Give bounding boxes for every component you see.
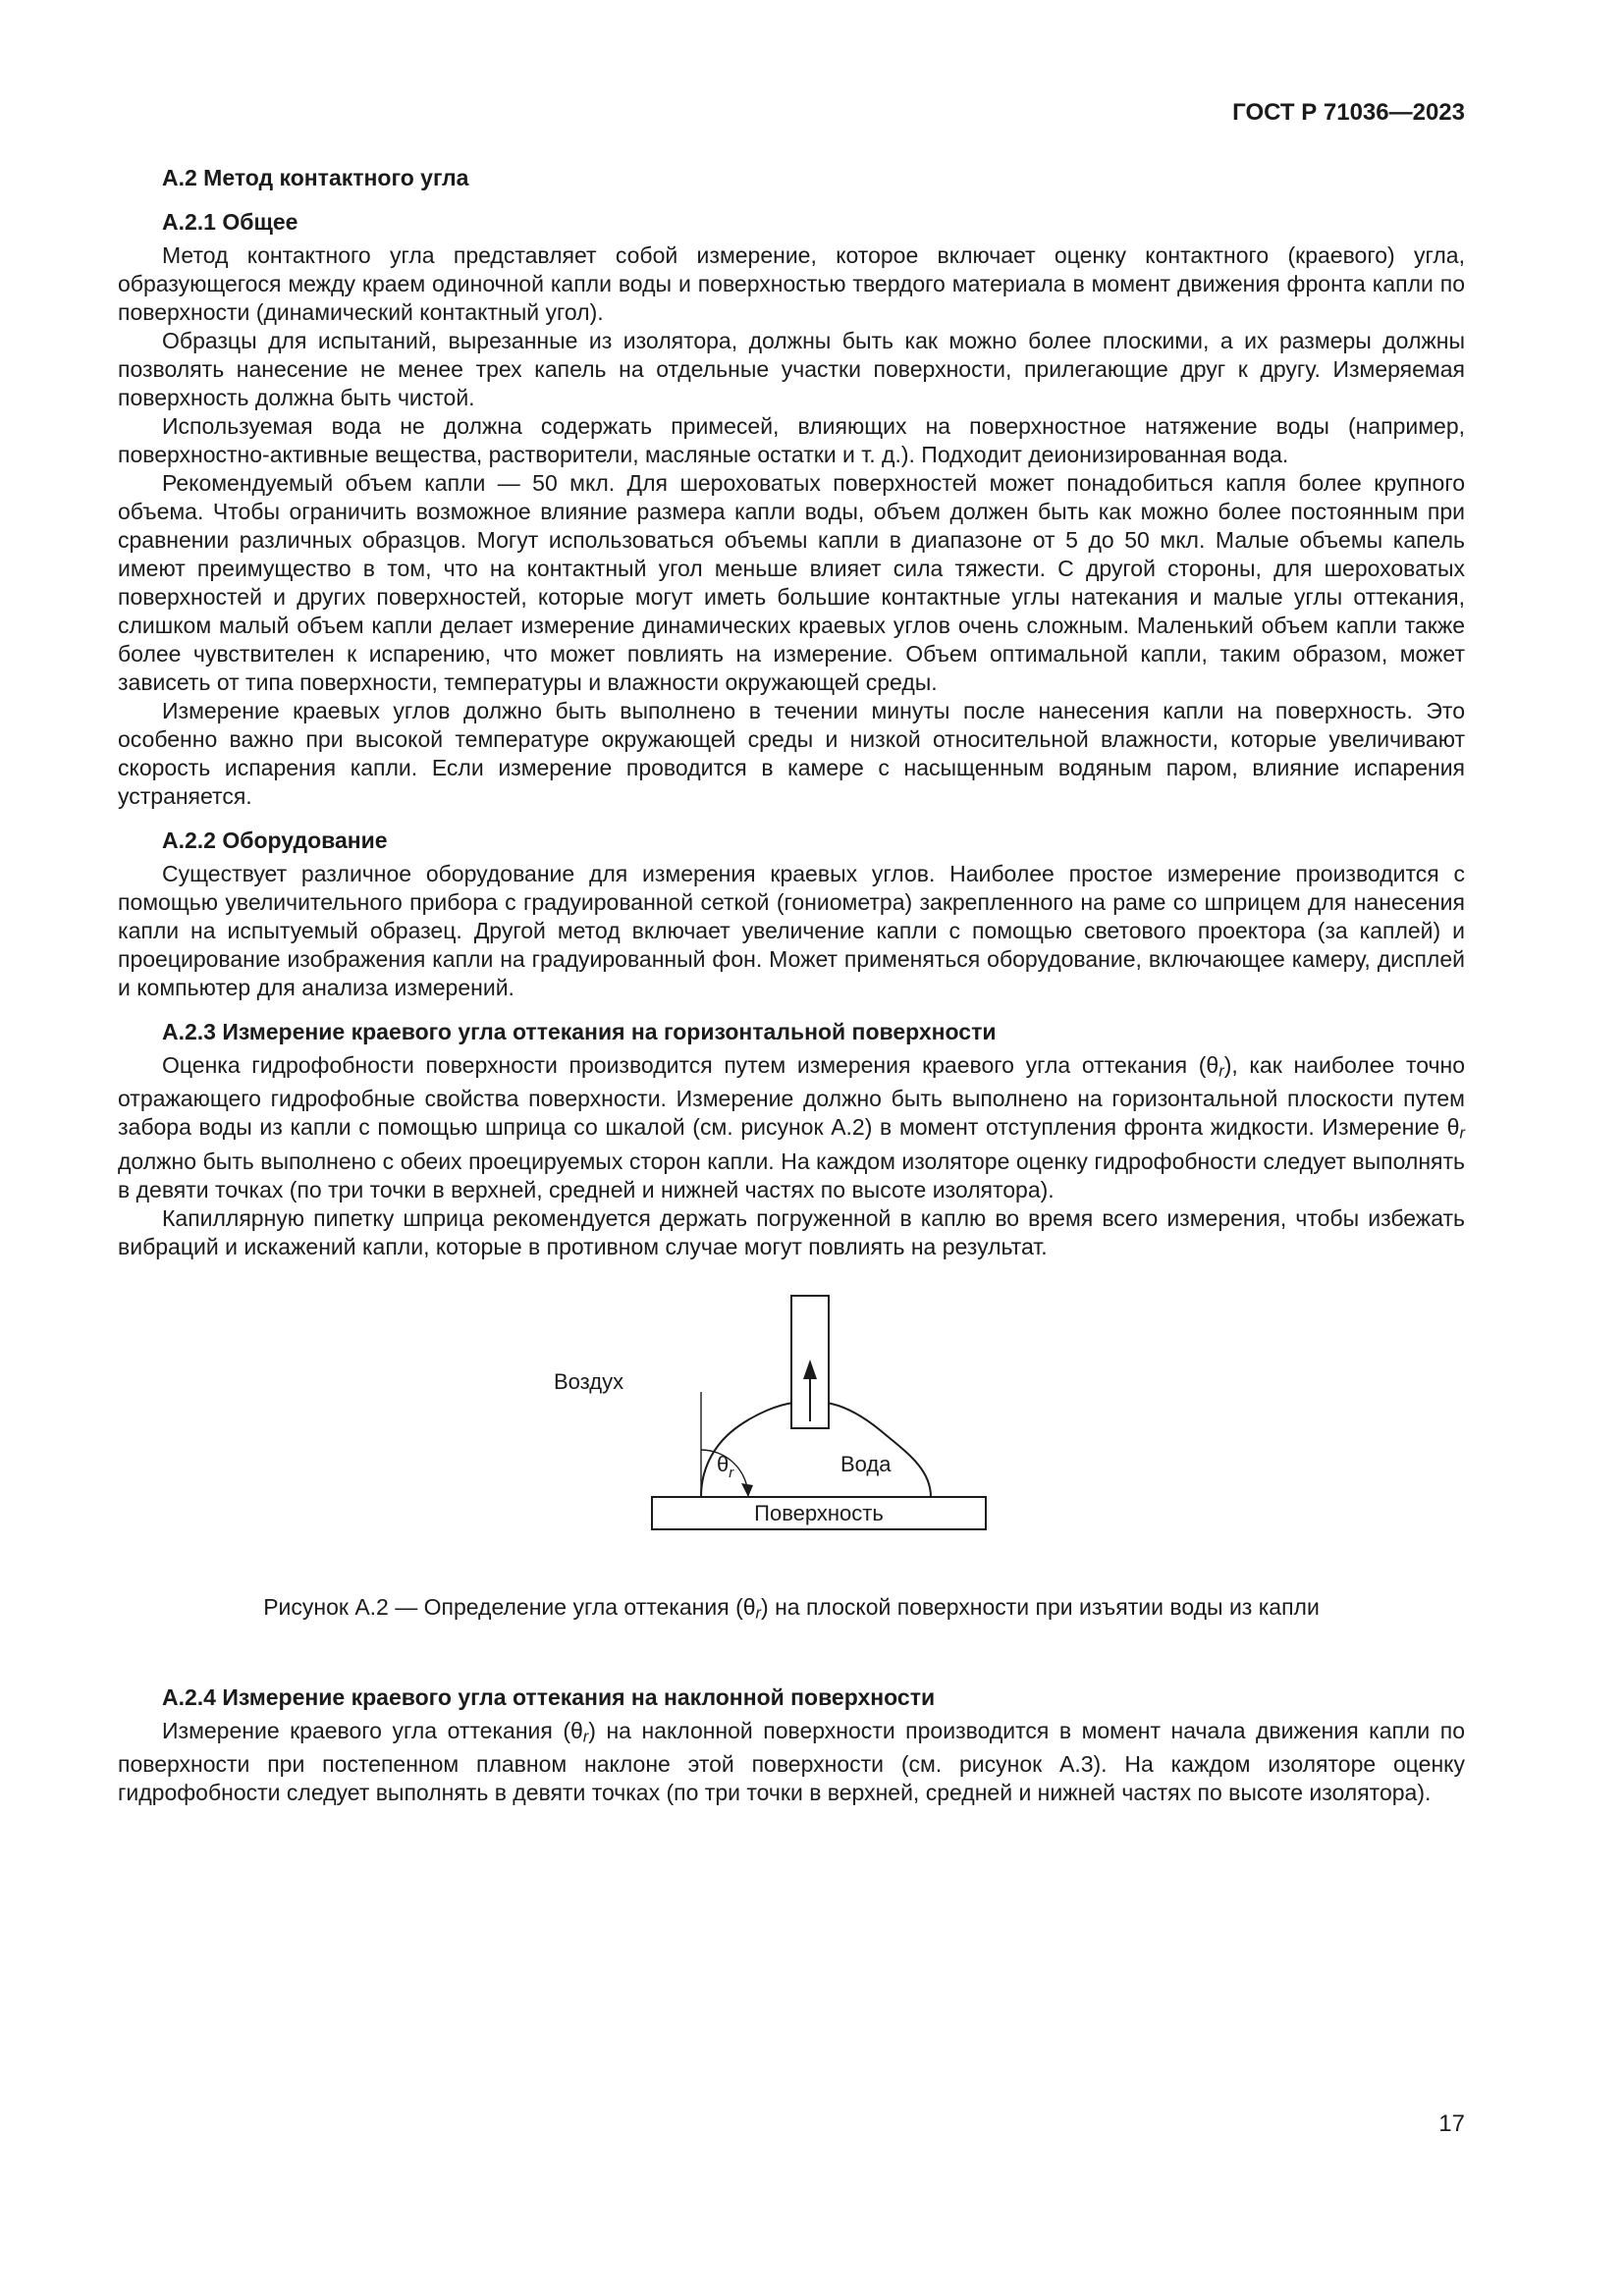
heading-a22: А.2.2 Оборудование bbox=[162, 828, 388, 853]
angle-arc-arrowhead bbox=[741, 1483, 753, 1497]
text-segment: ), как наиболее точно отражающего гидрофобные свойства поверхности. Измерение должно быть выполнено на горизонтальной плоскости путем забора воды из капли с помощью шприца со шкалой (см. рисунок А.2) в момент отступления фронта жидкости. Измерение θ bbox=[118, 1052, 1465, 1141]
paragraph: Существует различное оборудование для измерения краевых углов. Наиболее простое измерение производится с помощью увеличительного прибора с градуированной сеткой (гониометра) закрепленного на раме со шприцем для нанесения капли на испытуемый образец. Другой метод включает увеличение капли с помощью светового проектора (за каплей) и проецирование изображения капли на градуированный фон. Может применяться оборудование, включающее камеру, дисплей и компьютер для анализа измерений. bbox=[118, 861, 1465, 1000]
text-segment: Измерение краевого угла оттекания (θ bbox=[162, 1717, 583, 1743]
theta-r-label: $\theta_r$ bbox=[717, 1451, 734, 1481]
text-segment: Оценка гидрофобности поверхности производится путем измерения краевого угла оттекания (θ bbox=[162, 1052, 1219, 1078]
text-segment: должно быть выполнено с обеих проецируемых сторон капли. На каждом изоляторе оценку гидрофобности следует выполнять в девяти точках (по три точки в верхней, средней и нижней частях по высоте изолятора). bbox=[118, 1148, 1465, 1202]
text-segment: Рисунок А.2 — Определение угла оттекания (θ bbox=[263, 1593, 756, 1620]
paragraph: Образцы для испытаний, вырезанные из изолятора, должны быть как можно более плоскими, а их размеры должны позволять нанесение не менее трех капель на отдельные участки поверхности, прилегающие друг к другу. Измеряемая поверхность должна быть чистой. bbox=[118, 328, 1465, 410]
paragraph: Измерение краевых углов должно быть выполнено в течении минуты после нанесения капли на поверхность. Это особенно важно при высокой температуре окружающей среды и низкой относительной влажности, которые увеличивают скорость испарения капли. Если измерение проводится в камере с насыщенным водяным паром, влияние испарения устраняется. bbox=[118, 698, 1465, 809]
paragraph: Используемая вода не должна содержать примесей, влияющих на поверхностное натяжение воды (например, поверхностно-активные вещества, растворители, масляные остатки и т. д.). Подходит деионизированная вода. bbox=[118, 413, 1465, 467]
page-number: 17 bbox=[1438, 2110, 1465, 2137]
page-content bbox=[118, 98, 1465, 1807]
theta-subscript: r bbox=[1459, 1123, 1465, 1143]
theta-subscript: r bbox=[755, 1602, 762, 1622]
heading-a21: А.2.1 Общее bbox=[162, 209, 298, 235]
droplet-left-outline bbox=[701, 1403, 793, 1497]
heading-a23: А.2.3 Измерение краевого угла оттекания на горизонтальной поверхности bbox=[162, 1019, 997, 1044]
text-segment: ) на плоской поверхности при изъятии воды из капли bbox=[761, 1593, 1320, 1620]
paragraph: Метод контактного угла представляет собой измерение, которое включает оценку контактного (краевого) угла, образующегося между краем одиночной капли воды и поверхностью твердого материала в момент движения фронта капли по поверхности (динамический контактный угол). bbox=[118, 242, 1465, 325]
surface-label: Поверхность bbox=[754, 1500, 884, 1525]
paragraph bbox=[118, 1717, 1465, 1807]
theta-subscript: r bbox=[582, 1727, 589, 1746]
droplet-right-outline bbox=[827, 1403, 931, 1497]
paragraph: Капиллярную пипетку шприца рекомендуется держать погруженной в каплю во время всего измерения, чтобы избежать вибраций и искажений капли, которые в противном случае могут повлиять на результат. bbox=[118, 1204, 1465, 1259]
doc-number: ГОСТ Р 71036—2023 bbox=[1232, 99, 1465, 126]
theta-subscript: r bbox=[1218, 1061, 1224, 1081]
paragraph bbox=[118, 1051, 1465, 1204]
paragraph: Рекомендуемый объем капли — 50 мкл. Для шероховатых поверхностей может понадобиться капля более крупного объема. Чтобы ограничить возможное влияние размера капли воды, объем должен быть как можно более постоянным при сравнении различных образцов. Могут использоваться объемы капли в диапазоне от 5 до 50 мкл. Малые объемы капель имеют преимущество в том, что на контактный угол меньше влияет сила тяжести. С другой стороны, для шероховатых поверхностей и других поверхностей, которые могут иметь большие контактные углы натекания и малые углы оттекания, слишком малый объем капли делает измерение динамических краевых углов очень сложным. Маленький объем капли также более чувствителен к испарению, что может повлиять на измерение. Объем оптимальной капли, таким образом, может зависеть от типа поверхности, температуры и влажности окружающей среды. bbox=[118, 470, 1465, 695]
heading-a2: А.2 Метод контактного угла bbox=[162, 165, 469, 190]
figure-caption bbox=[118, 1593, 1465, 1627]
heading-a24: А.2.4 Измерение краевого угла оттекания на наклонной поверхности bbox=[162, 1683, 936, 1710]
contact-angle-diagram bbox=[526, 1291, 1056, 1551]
text-segment: ) на наклонной поверхности производится в момент начала движения капли по поверхности при постепенном плавном наклоне этой поверхности (см. рисунок А.3). На каждом изоляторе оценку гидрофобности следует выполнять в девяти точках (по три точки в верхней, средней и нижней частях по высоте изолятора). bbox=[118, 1717, 1465, 1806]
figure-a2 bbox=[118, 1291, 1465, 1556]
water-label: Вода bbox=[840, 1451, 892, 1476]
air-label: Воздух bbox=[554, 1368, 624, 1394]
